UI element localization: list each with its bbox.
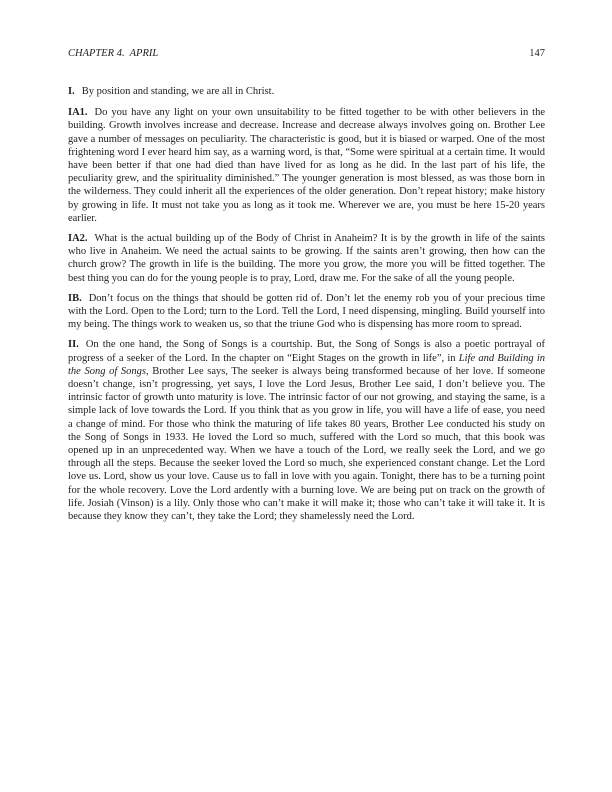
paragraph-IB — [68, 292, 545, 332]
paragraph-text: Do you have any light on your own unsuitability to be fitted together to be with other believers in the building. Growth involves increase and decrease. Increase and decrease always involves going on. Brother Lee gave a number of messages on peculiarity. The characteristic is good, but it is biased or warped. One of the most frightening word I ever heard him say, as a warning word, is that, “Some were spiritual at a certain time. It would have been better if that one had died than have lived for as long as he did. In the last part of his life, the peculiarity grew, and the spirituality diminished.” The younger generation is most blessed, as was those born in the wilderness. They could inherit all the experiences of the older generation. Don’t repeat history; make history by growing in life. It must not take you as long as it took me. Wherever we are, you must be here 15-20 years earlier. — [68, 107, 545, 224]
paragraph-text-before-italic: On the one hand, the Song of Songs is a courtship. But, the Song of Songs is also a poetic portrayal of progress of a seeker of the Lord. In the chapter on “Eight Stages on the growth in life”, in — [68, 339, 545, 364]
paragraph-label: II. — [68, 339, 79, 351]
paragraph-text: What is the actual building up of the Body of Christ in Anaheim? It is by the growth in life of the saints who live in Anaheim. We need the actual saints to be growing. If the saints aren’t growing, then how can the church grow? The growth in life is the building. The more you grow, the more you will be fitted together. The best thing you can do for the young people is to pray, Lord, draw me. For the sake of all the young people. — [68, 233, 545, 284]
chapter-heading: CHAPTER 4. APRIL — [68, 48, 159, 59]
paragraph-label: I. — [68, 86, 75, 97]
paragraph-label: IA2. — [68, 233, 88, 245]
page-number: 147 — [529, 48, 545, 59]
paragraph-IA2 — [68, 232, 545, 285]
paragraph-text: Don’t focus on the things that should be gotten rid of. Don’t let the enemy rob you of your precious time with the Lord. Open to the Lord; turn to the Lord. Tell the Lord, I need dispensing, mingling. Build yourself into my being. The things work to weaken us, so that the triune God who is dispensing has more room to spread. — [68, 292, 545, 331]
running-header — [68, 47, 545, 60]
paragraph-label: IA1. — [68, 107, 88, 119]
paragraph-label: IB. — [68, 292, 82, 304]
paragraph-text-after-italic: , Brother Lee says, The seeker is always being transformed because of her love. If someone doesn’t change, isn’t progressing, yet says, I love the Lord Jesus, Brother Lee said, I don’t believe you. The intrinsic factor of growth unto maturity is love. The intrinsic factor of our not growing, and staying the same, is a simple lack of love towards the Lord. If you think that as you grow in life, you will have a life of ease, you need a change of mind. For those who think the maturing of life takes 80 years, Brother Lee conducted his study on the Song of Songs in 1933. He loved the Lord so much, suffered with the Lord so much, that this book was opened up in an unprecedented way. When we have a touch of the Lord, we really seek the Lord, and we go through all the steps. Because the seeker loved the Lord so much, she experienced constant change. Let the Lord love us. Lord, show us your love. Cause us to fall in love with you again. Tonight, there has to be a turning point for the whole recovery. Love the Lord ardently with a burning love. We are being put on track on the growth of life. Josiah (Vinson) is a lily. Only those who can’t make it will make it; those who can’t take it will take it. It is because they know they can’t, they take the Lord; they shamelessly need the Lord. — [68, 365, 545, 523]
paragraph-II — [68, 338, 545, 523]
book-title-italic: Life and Building in the Song of Songs — [68, 352, 545, 377]
paragraph-text: By position and standing, we are all in Christ. — [81, 86, 275, 97]
page-content — [68, 47, 545, 530]
paragraph-IA1 — [68, 106, 545, 225]
paragraph-I — [68, 85, 545, 98]
